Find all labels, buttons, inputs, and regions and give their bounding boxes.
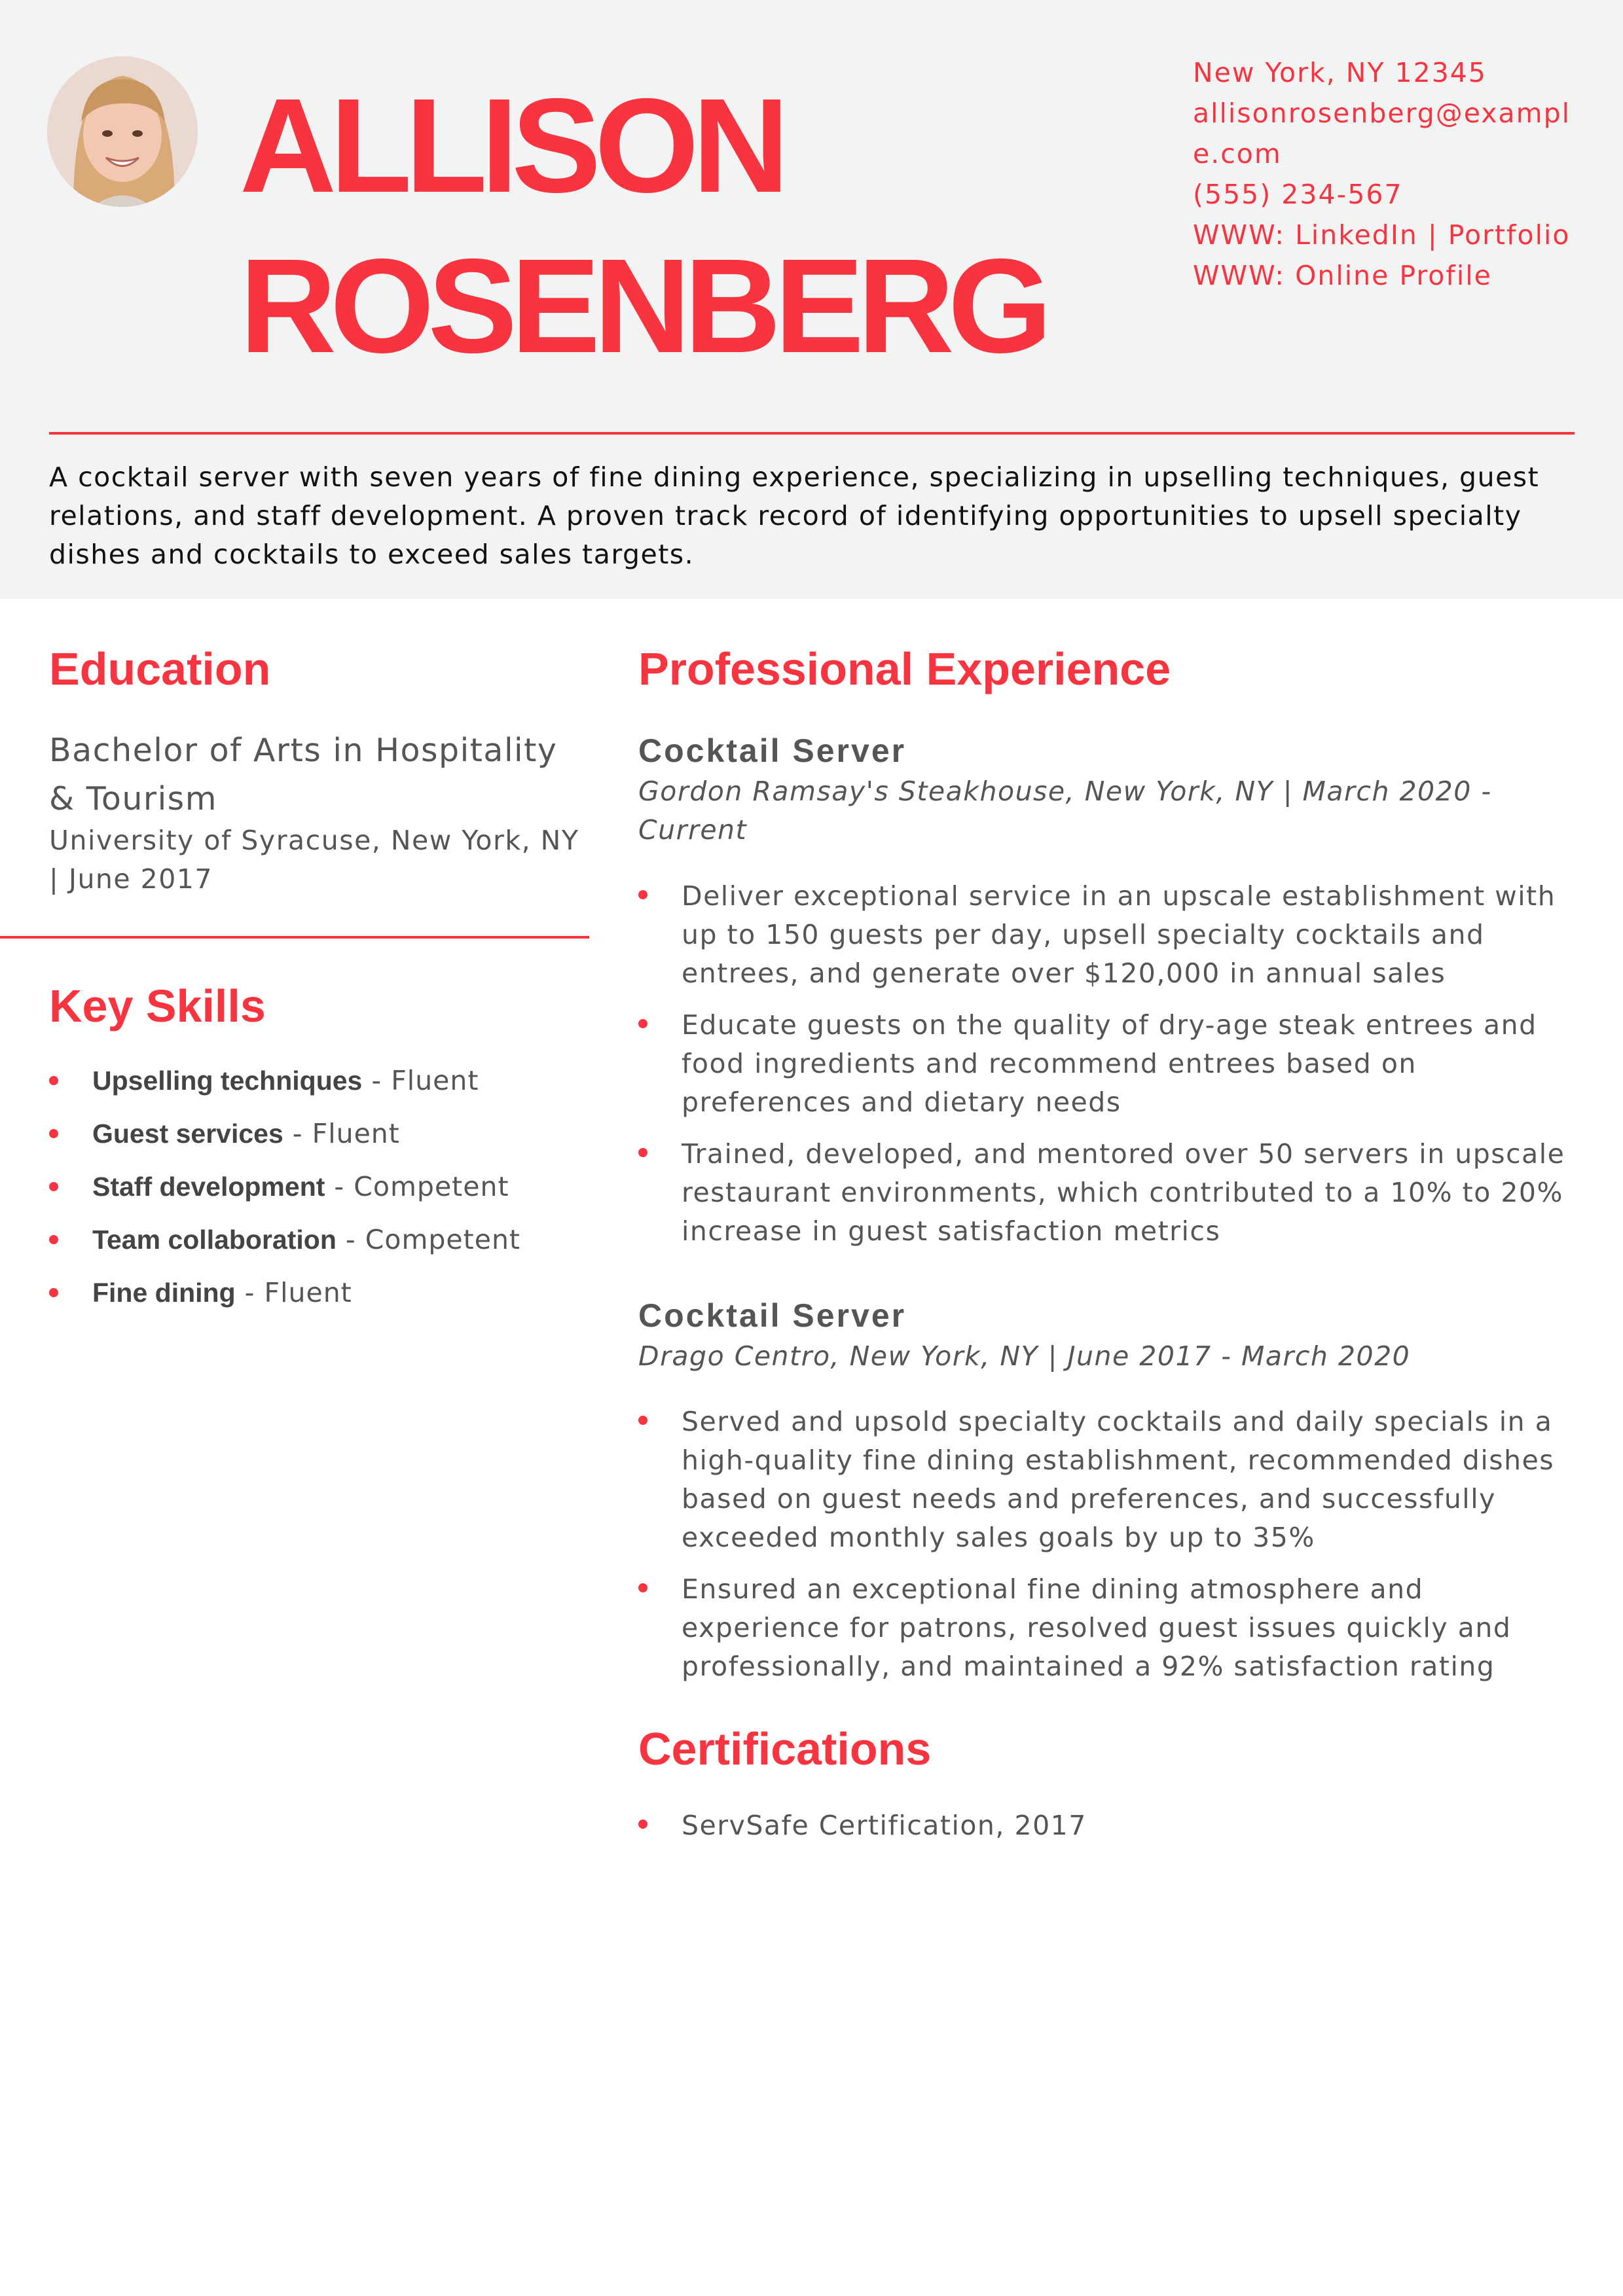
- education-heading: Education: [49, 643, 271, 694]
- skill-item: Fine dining - Fluent: [49, 1274, 586, 1327]
- header-divider: [49, 432, 1575, 435]
- job-bullet: Trained, developed, and mentored over 50 servers in upscale restaurant environments, which contributed to a 10% to 20% increase in guest satisfaction metrics: [638, 1135, 1575, 1251]
- skill-level: Fluent: [264, 1277, 352, 1308]
- profile-photo: [47, 56, 198, 207]
- education-degree: Bachelor of Arts in Hospitality & Tourism: [49, 732, 558, 817]
- contact-location: New York, NY 12345: [1193, 57, 1487, 88]
- certification-item: ServSafe Certification, 2017: [638, 1806, 1575, 1845]
- skill-name: Fine dining: [92, 1278, 236, 1308]
- skill-item: Team collaboration - Competent: [49, 1221, 586, 1274]
- education-divider: [0, 936, 589, 939]
- job-bullet: Served and upsold specialty cocktails and daily specials in a high-quality fine dining establishment, recommended dishes based on guest needs and preferences, and successfully exceeded monthly sales goals by up to 35%: [638, 1403, 1575, 1557]
- certifications-heading: Certifications: [638, 1723, 932, 1774]
- job-bullets: [638, 877, 1575, 1264]
- job-title: Cocktail Server: [638, 1297, 907, 1334]
- job-meta: Drago Centro, New York, NY | June 2017 - March 2020: [638, 1340, 1411, 1372]
- contact-profile[interactable]: WWW: Online Profile: [1193, 260, 1492, 291]
- skill-item: Staff development - Competent: [49, 1168, 586, 1221]
- experience-heading: Professional Experience: [638, 643, 1171, 694]
- skill-item: Upselling techniques - Fluent: [49, 1062, 586, 1115]
- job-bullet: Deliver exceptional service in an upscale establishment with up to 150 guests per day, upsell specialty cocktails and entrees, and generate over $120,000 in annual sales: [638, 877, 1575, 993]
- education-school: University of Syracuse, New York, NY | June 2017: [49, 825, 579, 895]
- skills-heading: Key Skills: [49, 980, 266, 1031]
- skill-level: Competent: [365, 1224, 521, 1255]
- skill-name: Staff development: [92, 1172, 325, 1202]
- contact-phone[interactable]: (555) 234-567: [1193, 179, 1403, 210]
- certifications-list: [638, 1806, 1575, 1858]
- contact-links[interactable]: WWW: LinkedIn | Portfolio: [1193, 219, 1571, 251]
- skill-level: Competent: [354, 1171, 509, 1202]
- skill-level: Fluent: [312, 1118, 400, 1149]
- skill-name: Guest services: [92, 1119, 283, 1149]
- job-title: Cocktail Server: [638, 732, 907, 769]
- summary: A cocktail server with seven years of fine dining experience, specializing in upselling techniques, guest relations, and staff development. A proven track record of identifying opportunities to upsell specialty dishes and cocktails to exceed sales targets.: [49, 461, 1540, 570]
- skill-level: Fluent: [391, 1065, 479, 1096]
- job-bullet: Educate guests on the quality of dry-age steak entrees and food ingredients and recommend entrees based on preferences and dietary needs: [638, 1006, 1575, 1122]
- skills-list: [49, 1062, 586, 1327]
- candidate-name: [240, 65, 1046, 386]
- avatar: [47, 56, 198, 207]
- job-meta: Gordon Ramsay's Steakhouse, New York, NY | March 2020 - Current: [638, 776, 1492, 846]
- contact-block: [1193, 52, 1586, 296]
- skill-item: Guest services - Fluent: [49, 1115, 586, 1168]
- job-bullet: Ensured an exceptional fine dining atmosphere and experience for patrons, resolved guest issues quickly and professionally, and maintained a 92% satisfaction rating: [638, 1570, 1575, 1686]
- skill-name: Team collaboration: [92, 1225, 337, 1255]
- last-name: ROSENBERG: [240, 231, 1046, 381]
- skill-name: Upselling techniques: [92, 1066, 363, 1096]
- first-name: ALLISON: [240, 71, 783, 221]
- contact-email[interactable]: allisonrosenberg@example.com: [1193, 98, 1571, 170]
- job-bullets: [638, 1403, 1575, 1699]
